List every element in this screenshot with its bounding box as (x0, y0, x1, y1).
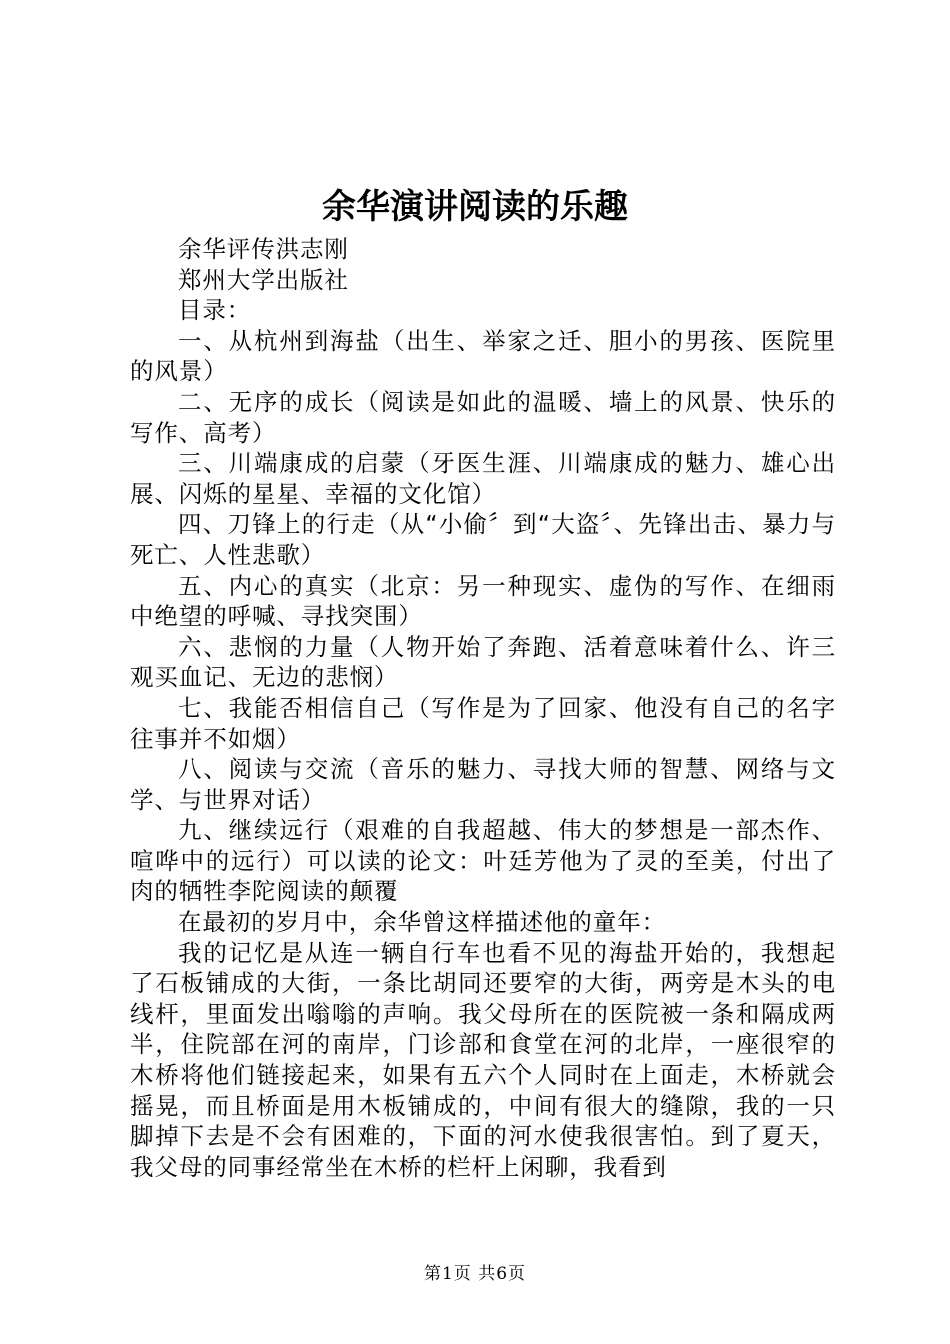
toc-entry: 六、悲悯的力量（人物开始了奔跑、活着意味着什么、许三观买血记、无边的悲悯） (130, 632, 836, 692)
toc-entry: 四、刀锋上的行走（从“小偷〞到“大盗〞、先锋出击、暴力与死亡、人性悲歌） (130, 510, 836, 569)
toc-entry: 五、内心的真实（北京：另一种现实、虚伪的写作、在细雨中绝望的呼喊、寻找突围） (130, 571, 836, 631)
author-line: 余华评传洪志刚 (178, 235, 349, 263)
document-title: 余华演讲阅读的乐趣 (322, 187, 628, 227)
document-body (130, 234, 836, 1182)
toc-entry: 三、川端康成的启蒙（牙医生涯、川端康成的魅力、雄心出展、闪烁的星星、幸福的文化馆） (130, 449, 836, 508)
toc-entry: 九、继续远行（艰难的自我超越、伟大的梦想是一部杰作、喧哗中的远行）可以读的论文：叶廷芳他为了灵的至美，付出了肉的牺牲李陀阅读的颠覆 (130, 816, 836, 906)
page-footer: 第1页 共6页 (423, 1264, 527, 1284)
body-paragraph: 在最初的岁月中，余华曾这样描述他的童年： (178, 908, 666, 937)
body-paragraph: 我的记忆是从连一辆自行车也看不见的海盐开始的，我想起了石板铺成的大街，一条比胡同还要窄的大街，两旁是木头的电线杆，里面发出嗡嗡的声响。我父母所在的医院被一条和隔成两半，住院部在河的南岸，门诊部和食堂在河的北岸，一座很窄的木桥将他们链接起来，如果有五六个人同时在上面走，木桥就会摇晃，而且桥面是用木板铺成的，中间有很大的缝隙，我的一只脚掉下去是不会有困难的，下面的河水使我很害怕。到了夏天，我父母的同事经常坐在木桥的栏杆上闲聊，我看到 (130, 938, 836, 1181)
toc-heading: 目录： (178, 296, 252, 325)
toc-entry: 一、从杭州到海盐（出生、举家之迁、胆小的男孩、医院里的风景） (130, 326, 836, 386)
toc-entry: 八、阅读与交流（音乐的魅力、寻找大师的智慧、网络与文学、与世界对话） (130, 755, 836, 814)
toc-entry: 二、无序的成长（阅读是如此的温暖、墙上的风景、快乐的写作、高考） (130, 387, 836, 447)
publisher-line: 郑州大学出版社 (178, 265, 349, 294)
toc-entry: 七、我能否相信自己（写作是为了回家、他没有自己的名字往事并不如烟） (130, 693, 836, 753)
